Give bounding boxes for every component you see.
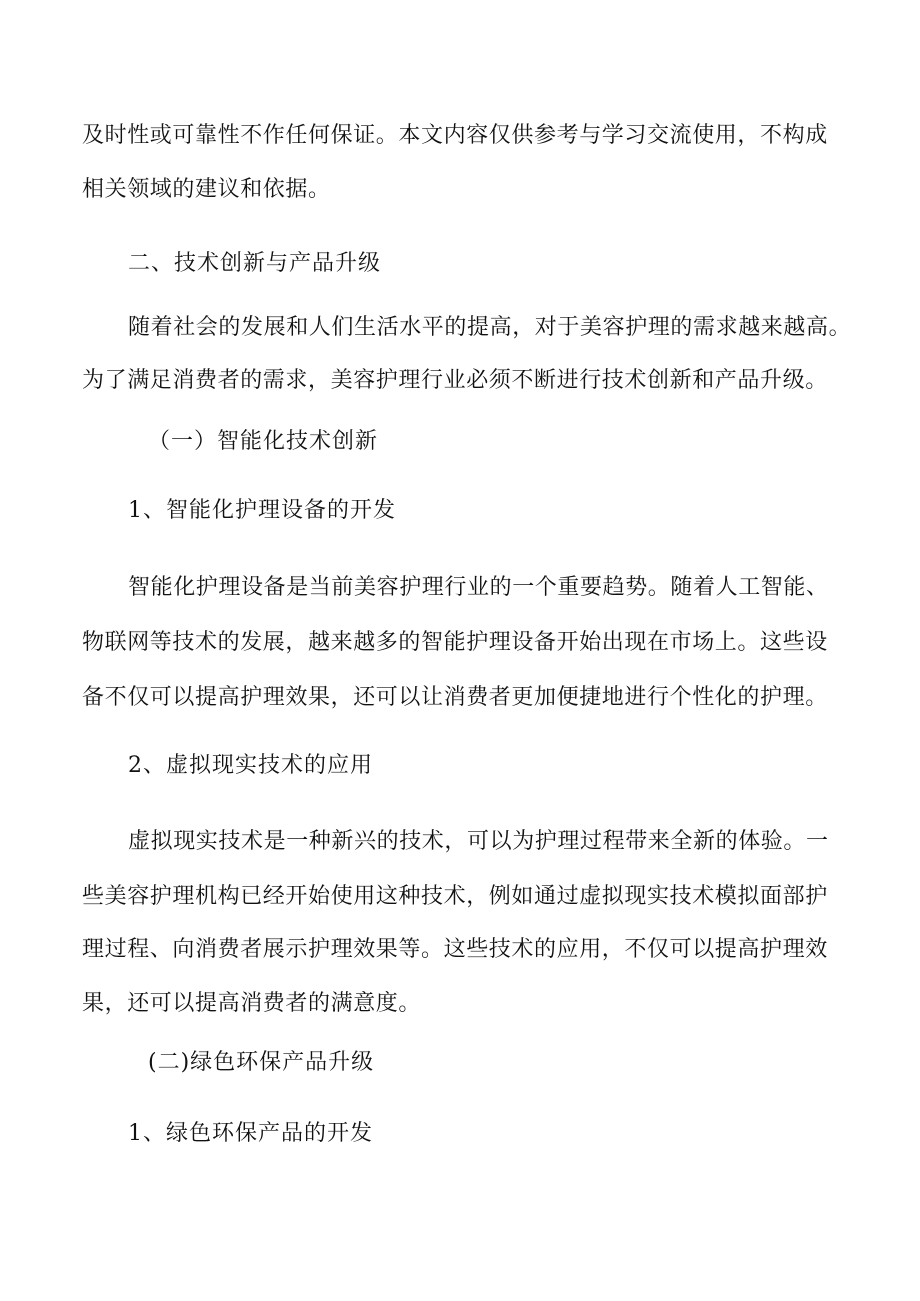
paragraph-line: 物联网等技术的发展，越来越多的智能护理设备开始出现在市场上。这些设 (82, 630, 828, 655)
paragraph-line: 虚拟现实技术是一种新兴的技术，可以为护理过程带来全新的体验。一 (128, 829, 829, 854)
paragraph-line: 智能化护理设备是当前美容护理行业的一个重要趋势。随着人工智能、 (128, 575, 829, 600)
paragraph-line: 备不仅可以提高护理效果，还可以让消费者更加便捷地进行个性化的护理。 (82, 685, 828, 710)
item-heading: 2、虚拟现实技术的应用 (128, 753, 373, 778)
paragraph-line: 果，还可以提高消费者的满意度。 (82, 991, 422, 1016)
item-heading: 1、绿色环保产品的开发 (128, 1121, 373, 1146)
paragraph-line: 理过程、向消费者展示护理效果等。这些技术的应用，不仅可以提高护理效 (82, 937, 828, 962)
paragraph-line: 及时性或可靠性不作任何保证。本文内容仅供参考与学习交流使用，不构成 (82, 123, 828, 148)
subsection-heading: (二)绿色环保产品升级 (148, 1050, 375, 1075)
item-heading: 1、智能化护理设备的开发 (128, 498, 396, 523)
paragraph-line: 随着社会的发展和人们生活水平的提高，对于美容护理的需求越来越高。 (128, 315, 852, 340)
subsection-heading: （一）智能化技术创新 (148, 429, 379, 454)
paragraph-line: 相关领域的建议和依据。 (82, 177, 331, 202)
section-heading: 二、技术创新与产品升级 (128, 251, 382, 276)
paragraph-line: 为了满足消费者的需求，美容护理行业必须不断进行技术创新和产品升级。 (82, 368, 828, 393)
paragraph-line: 些美容护理机构已经开始使用这种技术，例如通过虚拟现实技术模拟面部护 (82, 884, 828, 909)
